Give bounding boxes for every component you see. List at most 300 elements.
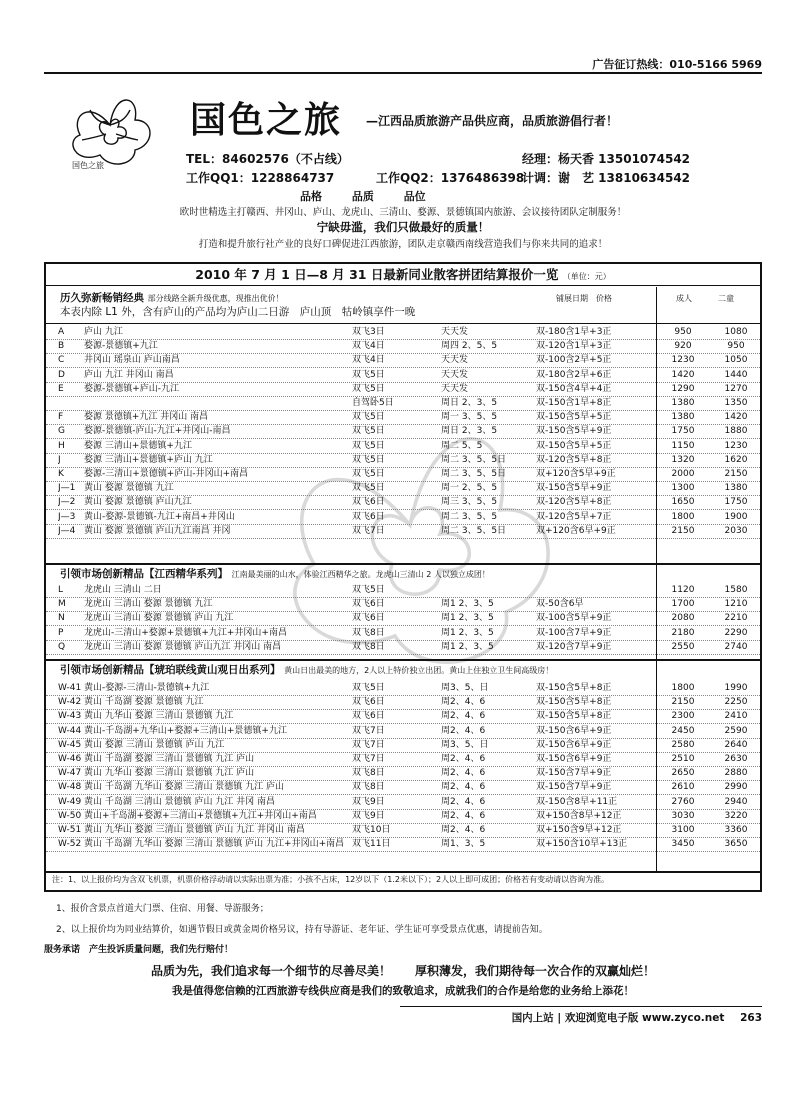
cell-code: W-49 (58, 797, 82, 807)
cell-adult: 2080 (671, 613, 695, 623)
row-rule (46, 538, 760, 539)
cell-child: 2880 (724, 768, 748, 778)
cell-adult: 1120 (671, 585, 695, 595)
cell-sched: 周2、4、6 (441, 726, 486, 736)
cell-adult: 2180 (671, 628, 695, 638)
table-row (46, 598, 760, 611)
cell-code: W-46 (58, 754, 82, 764)
cell-sched: 周2、4、6 (441, 811, 486, 821)
table-row (46, 354, 760, 367)
cell-adult: 2300 (671, 711, 695, 721)
note-2: 2、以上报价均为同业结算价，如遇节假日或黄金周价格另议，持有导游证、老年证、学生证可享受景点优惠，请提前告知。 (56, 925, 548, 935)
cell-route: 婺源 三清山+景德镇+九江 (84, 441, 192, 451)
cell-child: 1380 (724, 483, 748, 493)
cell-days: 双飞8日 (352, 642, 385, 652)
cell-adult: 2000 (671, 469, 695, 479)
cell-route: 龙虎山 三清山 婺源 景德镇 庐山 九江 (84, 613, 234, 623)
cell-child: 1620 (724, 455, 748, 465)
table-row (46, 340, 760, 353)
cell-sched: 天天发 (441, 355, 469, 365)
cell-days: 双飞6日 (352, 711, 385, 721)
cell-route: 婺源-景德镇+九江 (84, 341, 158, 351)
row-rule (46, 625, 760, 626)
cell-sched: 天天发 (441, 370, 469, 380)
cell-child: 2940 (724, 797, 748, 807)
cell-hotel: 双-150含5早+9正 (536, 426, 612, 436)
cell-hotel: 双-150含4早+4正 (536, 384, 612, 394)
cell-days: 双飞7日 (352, 526, 385, 536)
cell-days: 双飞7日 (352, 740, 385, 750)
cell-code: W-43 (58, 711, 82, 721)
section-title-text: 引领市场创新精品【琥珀联线黄山观日出系列】 (60, 664, 281, 676)
table-row (46, 824, 760, 837)
col-head-adult: 成人 (676, 294, 692, 303)
row-rule (46, 509, 760, 510)
cell-code: A (58, 327, 65, 337)
cell-code: E (58, 384, 64, 394)
cell-days: 双飞8日 (352, 628, 385, 638)
cell-child: 2410 (724, 711, 748, 721)
cell-route: 黄山 九华山 婺源 三清山 景德镇 九江 庐山 (84, 768, 255, 778)
cell-code: K (58, 469, 64, 479)
cell-days: 双飞6日 (352, 697, 385, 707)
table-row (46, 468, 760, 481)
contact-qq2: 工作QQ2：1376486398 (376, 171, 525, 185)
footer (512, 1010, 762, 1025)
main-title-unit: （单位：元） (562, 272, 611, 281)
cell-days: 双飞5日 (352, 455, 385, 465)
brand-name: 国色之旅 (190, 99, 343, 141)
cell-child: 2210 (724, 613, 748, 623)
cell-days: 双飞11日 (352, 839, 391, 849)
cell-child: 2740 (724, 642, 748, 652)
cell-code: W-45 (58, 740, 82, 750)
cell-route: 黄山 婺源 景德镇 庐山九江南昌 井冈 (84, 526, 231, 536)
cell-sched: 周二 3、5、5日 (441, 469, 507, 479)
cell-route: 黄山 千岛湖 婺源 景德镇 九江 (84, 697, 204, 707)
cell-hotel: 双-150含6早+9正 (536, 726, 612, 736)
cell-code: W-47 (58, 768, 82, 778)
cell-days: 双飞5日 (352, 370, 385, 380)
peony-logo-icon (60, 80, 160, 170)
section-subtitle: 部分线路全新升级优惠，现推出优价！ (147, 294, 284, 303)
cell-days: 双飞5日 (352, 469, 385, 479)
contact-manager: 经理：杨天香 13501074542 (522, 152, 691, 166)
cell-hotel: 双-150含5早+8正 (536, 697, 612, 707)
cell-child: 1210 (724, 599, 748, 609)
table-row (46, 753, 760, 766)
cell-sched: 周1 2、3、5 (441, 613, 494, 623)
cell-sched: 周一 2、5、5 (441, 483, 498, 493)
cell-adult: 1380 (671, 398, 695, 408)
cell-code: W-50 (58, 811, 82, 821)
contact-tel: TEL：84602576（不占线） (186, 152, 349, 166)
cell-hotel: 双-50含6早 (536, 599, 584, 609)
table-row (46, 425, 760, 438)
cell-sched: 天天发 (441, 384, 469, 394)
cell-sched: 周1 2、3、5 (441, 628, 494, 638)
cell-hotel: 双-100含7早+9正 (536, 628, 612, 638)
cell-code: P (58, 628, 64, 638)
contact-planner: 计调：谢 艺 13810634542 (522, 171, 691, 185)
cell-hotel: 双-150含5早+8正 (536, 711, 612, 721)
cell-route: 井冈山 瑶泉山 庐山南昌 (84, 355, 180, 365)
table-row (46, 767, 760, 780)
cell-child: 950 (727, 341, 745, 351)
cell-sched: 周二 3、5、5日 (441, 526, 507, 536)
cell-days: 双飞5日 (352, 585, 385, 595)
cell-sched: 周1、3、5 (441, 839, 486, 849)
cell-sched: 周四 2、5、5 (441, 341, 498, 351)
cell-code: J—3 (58, 512, 76, 522)
table-row (46, 326, 760, 339)
cell-hotel: 双-120含5早+8正 (536, 455, 612, 465)
cell-days: 双飞7日 (352, 754, 385, 764)
cell-route: 龙虎山 三清山 婺源 景德镇 九江 (84, 599, 213, 609)
quality-line: 品质为先，我们追求每一个细节的尽善尽美！ 厚积薄发，我们期待每一次合作的双赢灿烂！ (150, 964, 655, 978)
cell-child: 1990 (724, 683, 748, 693)
cell-adult: 1300 (671, 483, 695, 493)
cell-code: J (58, 455, 61, 465)
cell-child: 2150 (724, 469, 748, 479)
cell-days: 双飞9日 (352, 811, 385, 821)
cell-route: 黄山-婺源-三清山-景德镇+九江 (84, 683, 210, 693)
cell-days: 双飞8日 (352, 782, 385, 792)
table-row (46, 482, 760, 495)
cell-code: L (58, 585, 64, 595)
ad-hotline: 广告征订热线：010-5166 5969 (592, 58, 762, 71)
cell-sched: 周三 3、5、5 (441, 497, 498, 507)
cell-adult: 2510 (671, 754, 695, 764)
cell-sched: 周2、4、6 (441, 825, 486, 835)
cell-code: M (58, 599, 66, 609)
cell-sched: 周2、4、6 (441, 797, 486, 807)
section-title (60, 662, 553, 677)
cell-child: 1440 (724, 370, 748, 380)
cell-child: 1420 (724, 412, 748, 422)
cell-route: 黄山 九华山 婺源 三清山 景德镇 九江 (84, 711, 234, 721)
cell-hotel: 双-150含8早+11正 (536, 797, 618, 807)
footer-section: 国内上站 (511, 1012, 554, 1024)
cell-code: C (58, 355, 65, 365)
cell-sched: 周一 3、5、5 (441, 412, 498, 422)
cell-code: D (58, 370, 65, 380)
table-row (46, 525, 760, 538)
row-rule (46, 438, 760, 439)
cell-adult: 1800 (671, 683, 695, 693)
section-title-text: 引领市场创新精品【江西精华系列】 (60, 568, 228, 580)
cell-adult: 2450 (671, 726, 695, 736)
cell-child: 3650 (724, 839, 748, 849)
cell-child: 1750 (724, 497, 748, 507)
table-row (46, 781, 760, 794)
cell-sched: 周2、4、6 (441, 768, 486, 778)
cell-sched: 周1 2、3、5 (441, 642, 494, 652)
cell-code: W-52 (58, 839, 82, 849)
footer-rule (400, 1006, 762, 1007)
cell-sched: 天天发 (441, 327, 469, 337)
cell-hotel: 双-150含7早+9正 (536, 782, 612, 792)
cell-route: 黄山 千岛湖 九华山 婺源 三清山 景德镇 九江 庐山 (84, 782, 285, 792)
cell-code: J—1 (58, 483, 76, 493)
cell-sched: 周日 2、3、5 (441, 426, 498, 436)
cell-days: 双飞7日 (352, 726, 385, 736)
cell-adult: 3100 (671, 825, 695, 835)
cell-route: 黄山-婺源-景德镇-九江+南昌+井冈山 (84, 512, 235, 522)
cell-child: 3220 (724, 811, 748, 821)
intro-text: 欧时世精选主打赣西、井冈山、庐山、龙虎山、三清山、婺源、景德镇国内旅游、会议接待团队定制服务！ (179, 207, 627, 218)
cell-route: 龙虎山 三清山 二日 (84, 585, 162, 595)
closing-line: 我是值得您信赖的江西旅游专线供应商是我们的致敬追求，成就我们的合作是给您的业务给上添花！ (172, 985, 634, 997)
cell-child: 2630 (724, 754, 748, 764)
promise-text: 打造和提升旅行社产业的良好口碑促进江西旅游，团队走京赣西南线营造我们与你来共同的追求！ (198, 239, 608, 250)
cell-hotel: 双-150含5早+5正 (536, 441, 612, 451)
cell-adult: 1420 (671, 370, 695, 380)
row-rule (46, 851, 760, 852)
cell-route: 黄山 千岛湖 三清山 景德镇 庐山 九江 井冈 南昌 (84, 797, 276, 807)
section-title (60, 566, 490, 581)
col-head-child: 二童 (718, 294, 734, 303)
section-head-rule (46, 323, 760, 324)
cell-days: 双飞6日 (352, 512, 385, 522)
cell-code: W-41 (58, 683, 82, 693)
table-row (46, 454, 760, 467)
cell-sched: 周3、5、日 (441, 683, 489, 693)
cell-days: 双飞6日 (352, 613, 385, 623)
table-row (46, 696, 760, 709)
cell-adult: 1290 (671, 384, 695, 394)
cell-adult: 1150 (671, 441, 695, 451)
page-number: 263 (740, 1012, 762, 1024)
cell-hotel: 双-150含5早+9正 (536, 483, 612, 493)
cell-adult: 1320 (671, 455, 695, 465)
cell-child: 2640 (724, 740, 748, 750)
cell-adult: 1650 (671, 497, 695, 507)
cell-hotel: 双+150含9早+12正 (536, 825, 622, 835)
cell-code: N (58, 613, 65, 623)
section-divider (46, 563, 760, 565)
table-row (46, 810, 760, 823)
cell-hotel: 双+150含10早+13正 (536, 839, 628, 849)
cell-days: 双飞8日 (352, 768, 385, 778)
cell-route: 黄山 千岛湖 婺源 三清山 景德镇 九江 庐山 (84, 754, 255, 764)
row-rule (46, 654, 760, 655)
section-subtitle: 黄山日出最美的地方，2人以上特价独立出团。黄山上住独立卫生间高级房！ (284, 666, 554, 675)
cell-route: 婺源 景德镇+九江 井冈山 南昌 (84, 412, 209, 422)
cell-child: 1350 (724, 398, 748, 408)
cell-sched: 周二 3、5、5日 (441, 455, 507, 465)
cell-hotel: 双-100含5早+9正 (536, 613, 612, 623)
cell-code: W-48 (58, 782, 82, 792)
row-rule (46, 794, 760, 795)
cell-hotel: 双-150含5早+8正 (536, 683, 612, 693)
cell-adult: 2150 (671, 526, 695, 536)
main-title (46, 265, 760, 286)
cell-days: 双飞5日 (352, 683, 385, 693)
col-head-dates: 铺展日期 价格 (556, 294, 612, 303)
cell-code: W-44 (58, 726, 82, 736)
tagline: 宁缺毋滥，我们只做最好的质量！ (316, 220, 490, 234)
contact-qq1: 工作QQ1：1228864737 (186, 171, 335, 185)
cell-days: 双飞5日 (352, 426, 385, 436)
brand-slogan: —江西品质旅游产品供应商，品质旅游倡行者！ (366, 114, 619, 128)
cell-adult: 920 (674, 341, 692, 351)
quality-words (300, 188, 452, 204)
cell-adult: 2580 (671, 740, 695, 750)
table-row (46, 739, 760, 752)
cell-hotel: 双-150含6早+9正 (536, 754, 612, 764)
table-row (46, 383, 760, 396)
cell-hotel: 双-180含2早+6正 (536, 370, 612, 380)
table-row (46, 796, 760, 809)
cell-route: 婺源-三清山+景德镇+庐山-井冈山+南昌 (84, 469, 249, 479)
cell-adult: 950 (674, 327, 692, 337)
cell-days: 双飞3日 (352, 327, 385, 337)
table-row (46, 397, 760, 410)
table-row (46, 496, 760, 509)
section-divider (46, 659, 760, 661)
table-row (46, 369, 760, 382)
cell-code: W-42 (58, 697, 82, 707)
cell-code: F (58, 412, 64, 422)
cell-sched: 周1 2、3、5 (441, 599, 494, 609)
cell-sched: 周2、4、6 (441, 782, 486, 792)
cell-days: 双飞4日 (352, 341, 385, 351)
cell-hotel: 双-150含6早+9正 (536, 740, 612, 750)
main-title-text: 2010 年 7 月 1 日—8 月 31 日最新同业散客拼团结算报价一览 (195, 267, 559, 282)
cell-days: 自驾卧5日 (352, 398, 394, 408)
pinge-word: 品格 (300, 190, 322, 203)
cell-days: 双飞9日 (352, 797, 385, 807)
cell-hotel: 双-150含7早+9正 (536, 768, 612, 778)
cell-child: 1880 (724, 426, 748, 436)
cell-route: 婺源 三清山+景德镇+庐山 九江 (84, 455, 213, 465)
table-row (46, 612, 760, 625)
cell-sched: 周2、4、6 (441, 711, 486, 721)
table-row (46, 725, 760, 738)
cell-route: 庐山 九江 井冈山 南昌 (84, 370, 174, 380)
cell-days: 双飞6日 (352, 497, 385, 507)
cell-adult: 3450 (671, 839, 695, 849)
cell-route: 黄山 千岛湖 九华山 婺源 三清山 景德镇 庐山 九江+井冈山+南昌 (84, 839, 345, 849)
cell-adult: 2760 (671, 797, 695, 807)
cell-child: 2590 (724, 726, 748, 736)
cell-code: G (58, 426, 65, 436)
cell-sched: 周日 2、3、5 (441, 398, 498, 408)
cell-code: B (58, 341, 65, 351)
table-row (46, 584, 760, 597)
cell-sched: 周二 3、5、5 (441, 512, 498, 522)
cell-code: W-51 (58, 825, 82, 835)
cell-hotel: 双-150含1早+8正 (536, 398, 612, 408)
frame-note-rule (46, 871, 760, 873)
cell-adult: 2610 (671, 782, 695, 792)
frame-note: 注：1、以上报价均为含双飞机票，机票价格浮动请以实际出票为准；小孩不占床，12岁以下（1.2米以下）；2人以上即可成团；价格若有变动请以咨询为准。 (52, 875, 610, 884)
cell-adult: 1380 (671, 412, 695, 422)
cell-child: 2250 (724, 697, 748, 707)
cell-days: 双飞6日 (352, 599, 385, 609)
row-rule (46, 723, 760, 724)
logo-caption: 国色之旅 (72, 161, 104, 170)
section-subtitle: 江南最美丽的山水，体验江西精华之旅。龙虎山三清山 2 人以独立成团！ (231, 570, 490, 579)
section-note: 本表内除 L1 外，含有庐山的产品均为庐山二日游 庐山顶 牯岭镇享件一晚 (60, 306, 416, 318)
cell-days: 双飞5日 (352, 441, 385, 451)
cell-days: 双飞5日 (352, 483, 385, 493)
cell-sched: 周3、5、日 (441, 740, 489, 750)
cell-hotel: 双-150含5早+5正 (536, 412, 612, 422)
cell-adult: 1230 (671, 355, 695, 365)
cell-adult: 3030 (671, 811, 695, 821)
cell-adult: 1800 (671, 512, 695, 522)
cell-code: J—4 (58, 526, 76, 536)
cell-code: J—2 (58, 497, 76, 507)
top-rule (44, 72, 762, 74)
cell-route: 黄山 九华山 婺源 三清山 景德镇 庐山 九江 井冈山 南昌 (84, 825, 305, 835)
cell-hotel: 双+150含8早+12正 (536, 811, 622, 821)
cell-sched: 周二 5、5 (441, 441, 483, 451)
cell-days: 双飞10日 (352, 825, 391, 835)
cell-route: 黄山 婺源 三清山 景德镇 庐山 九江 (84, 740, 225, 750)
footer-divider: | (557, 1012, 565, 1024)
cell-route: 黄山 婺源 景德镇 九江 (84, 483, 174, 493)
cell-child: 1080 (724, 327, 748, 337)
cell-sched: 周2、4、6 (441, 697, 486, 707)
cell-code: H (58, 441, 65, 451)
cell-hotel: 双-120含5早+7正 (536, 512, 612, 522)
cell-child: 3360 (724, 825, 748, 835)
cell-child: 1580 (724, 585, 748, 595)
table-row (46, 440, 760, 453)
cell-child: 1050 (724, 355, 748, 365)
cell-route: 黄山-千岛湖+九华山+婺源+三清山+景德镇+九江 (84, 726, 287, 736)
cell-adult: 2650 (671, 768, 695, 778)
table-row (46, 682, 760, 695)
cell-hotel: 双-120含7早+9正 (536, 642, 612, 652)
row-rule (46, 367, 760, 368)
table-row (46, 838, 760, 851)
cell-sched: 周2、4、6 (441, 754, 486, 764)
cell-child: 2030 (724, 526, 748, 536)
table-row (46, 411, 760, 424)
table-row (46, 641, 760, 654)
table-row (46, 710, 760, 723)
cell-adult: 1700 (671, 599, 695, 609)
cell-adult: 2550 (671, 642, 695, 652)
cell-child: 2990 (724, 782, 748, 792)
cell-hotel: 双+120含5早+9正 (536, 469, 616, 479)
cell-route: 龙虎山-三清山+婺源+景德镇+九江+井冈山+南昌 (84, 628, 287, 638)
section-title (60, 290, 284, 305)
pinwei-word: 品位 (403, 190, 426, 203)
note-1: 1、报价含景点首道大门票、住宿、用餐、导游服务； (56, 904, 269, 914)
table-row (46, 627, 760, 640)
cell-route: 庐山 九江 (84, 327, 123, 337)
footer-promo: 欢迎浏览电子版 www.zyco.net (564, 1012, 725, 1024)
cell-route: 黄山 婺源 景德镇 庐山九江 (84, 497, 192, 507)
cell-adult: 1750 (671, 426, 695, 436)
cell-hotel: 双+120含6早+9正 (536, 526, 616, 536)
cell-route: 婺源-景德镇-庐山-九江+井冈山-南昌 (84, 426, 231, 436)
cell-hotel: 双-100含2早+5正 (536, 355, 612, 365)
cell-hotel: 双-120含1早+3正 (536, 341, 612, 351)
cell-child: 1230 (724, 441, 748, 451)
cell-child: 1270 (724, 384, 748, 394)
pinzhi-word: 品质 (351, 190, 374, 203)
cell-hotel: 双-180含1早+3正 (536, 327, 612, 337)
cell-child: 1900 (724, 512, 748, 522)
cell-hotel: 双-120含5早+8正 (536, 497, 612, 507)
cell-route: 婺源-景德镇+庐山-九江 (84, 384, 180, 394)
